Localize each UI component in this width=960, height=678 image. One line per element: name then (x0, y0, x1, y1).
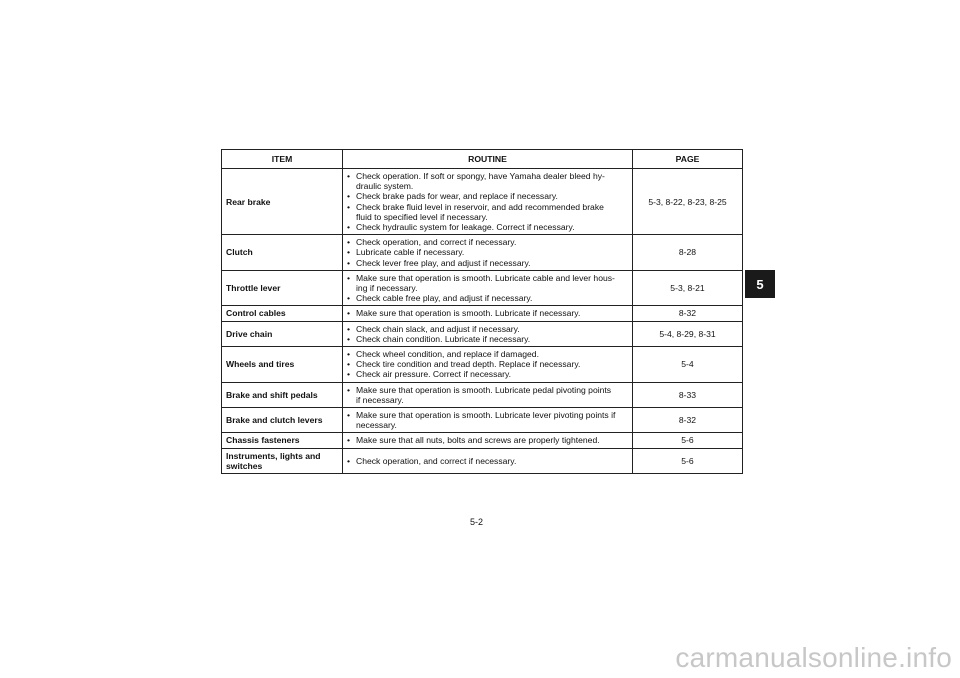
routine-text: Make sure that operation is smooth. Lubricate cable and lever hous- ing if necessary. (356, 272, 615, 294)
bullet-icon: • (347, 359, 351, 370)
table-row (222, 169, 743, 235)
table-header-row (222, 150, 743, 169)
routine-text: Check cable free play, and adjust if necessary. (356, 293, 533, 304)
table-row (222, 408, 743, 433)
header-routine: ROUTINE (343, 150, 633, 169)
bullet-icon: • (347, 257, 351, 268)
routine-list-item (347, 237, 628, 247)
bullet-icon: • (347, 410, 351, 421)
bullet-icon: • (347, 293, 351, 304)
table-row (222, 321, 743, 346)
item-cell: Throttle lever (222, 270, 343, 306)
item-cell: Wheels and tires (222, 347, 343, 383)
routine-text: Check operation. If soft or spongy, have Yamaha dealer bleed hy- draulic system. (356, 171, 605, 192)
item-cell: Chassis fasteners (222, 433, 343, 448)
routine-text: Check chain condition. Lubricate if necessary. (356, 333, 531, 344)
bullet-icon: • (347, 384, 351, 395)
table-row (222, 270, 743, 306)
table-row (222, 306, 743, 321)
routine-list-item (347, 293, 628, 303)
bullet-icon: • (347, 369, 351, 380)
routine-list (347, 273, 628, 304)
routine-text: Lubricate cable if necessary. (356, 247, 465, 258)
routine-list-item (347, 435, 628, 445)
watermark-text: carmanualsonline.info (675, 642, 952, 673)
routine-list-item (347, 324, 628, 334)
routine-list-item (347, 191, 628, 201)
header-item: ITEM (222, 150, 343, 169)
routine-cell (343, 306, 633, 321)
bullet-icon: • (347, 435, 351, 446)
routine-list (347, 385, 628, 405)
routine-list-item (347, 349, 628, 359)
routine-cell (343, 169, 633, 235)
routine-list (347, 410, 628, 430)
table-row (222, 448, 743, 473)
routine-text: Check brake pads for wear, and replace if necessary. (356, 191, 558, 202)
table-row (222, 347, 743, 383)
item-cell: Brake and shift pedals (222, 382, 343, 407)
page-ref-cell: 5-3, 8-22, 8-23, 8-25 (633, 169, 743, 235)
routine-list-item (347, 359, 628, 369)
routine-text: Check air pressure. Correct if necessary. (356, 369, 512, 380)
item-cell: Instruments, lights and switches (222, 448, 343, 473)
routine-list-item (347, 258, 628, 268)
routine-list-item (347, 247, 628, 257)
routine-list-item (347, 273, 628, 293)
routine-cell (343, 321, 633, 346)
routine-text: Check operation, and correct if necessary. (356, 455, 517, 466)
routine-text: Check wheel condition, and replace if damaged. (356, 349, 539, 360)
routine-text: Check lever free play, and adjust if necessary. (356, 257, 531, 268)
routine-list-item (347, 369, 628, 379)
item-cell: Brake and clutch levers (222, 408, 343, 433)
routine-list (347, 456, 628, 466)
bullet-icon: • (347, 222, 351, 233)
routine-text: Check brake fluid level in reservoir, and add recommended brake fluid to specified level if necessary. (356, 201, 604, 222)
item-cell: Drive chain (222, 321, 343, 346)
routine-list-item (347, 202, 628, 222)
routine-list-item (347, 456, 628, 466)
bullet-icon: • (347, 308, 351, 319)
routine-cell (343, 448, 633, 473)
routine-text: Check tire condition and tread depth. Replace if necessary. (356, 359, 581, 370)
routine-text: Make sure that operation is smooth. Lubricate pedal pivoting points if necessary. (356, 384, 612, 405)
routine-list (347, 237, 628, 268)
item-cell: Control cables (222, 306, 343, 321)
routine-list-item (347, 222, 628, 232)
routine-text: Make sure that all nuts, bolts and screws are properly tightened. (356, 435, 600, 446)
routine-text: Make sure that operation is smooth. Lubricate lever pivoting points if necessary. (356, 410, 616, 431)
routine-list-item (347, 385, 628, 405)
table-body (222, 169, 743, 474)
page-ref-cell: 8-32 (633, 408, 743, 433)
page-ref-cell: 8-33 (633, 382, 743, 407)
bullet-icon: • (347, 349, 351, 360)
chapter-tab: 5 (745, 270, 775, 298)
bullet-icon: • (347, 333, 351, 344)
routine-list-item (347, 334, 628, 344)
routine-list (347, 349, 628, 380)
table-row (222, 382, 743, 407)
bullet-icon: • (347, 171, 351, 181)
routine-cell (343, 382, 633, 407)
maintenance-checklist-table (221, 149, 743, 474)
table-row (222, 235, 743, 271)
page-ref-cell: 8-32 (633, 306, 743, 321)
table-row (222, 433, 743, 448)
page-ref-cell: 8-28 (633, 235, 743, 271)
page-ref-cell: 5-3, 8-21 (633, 270, 743, 306)
page-ref-cell: 5-6 (633, 448, 743, 473)
bullet-icon: • (347, 272, 351, 283)
routine-list (347, 435, 628, 445)
page-ref-cell: 5-4 (633, 347, 743, 383)
page-number: 5-2 (470, 517, 484, 527)
routine-list-item (347, 410, 628, 430)
item-cell: Rear brake (222, 169, 343, 235)
routine-text: Make sure that operation is smooth. Lubricate if necessary. (356, 308, 581, 319)
bullet-icon: • (347, 323, 351, 334)
routine-cell (343, 347, 633, 383)
bullet-icon: • (347, 201, 351, 212)
routine-text: Check hydraulic system for leakage. Correct if necessary. (356, 222, 575, 233)
routine-cell (343, 270, 633, 306)
routine-text: Check operation, and correct if necessary. (356, 237, 517, 248)
bullet-icon: • (347, 247, 351, 258)
routine-cell (343, 235, 633, 271)
routine-list-item (347, 171, 628, 191)
page-ref-cell: 5-4, 8-29, 8-31 (633, 321, 743, 346)
routine-list (347, 308, 628, 318)
routine-text: Check chain slack, and adjust if necessary. (356, 323, 520, 334)
bullet-icon: • (347, 191, 351, 202)
page-ref-cell: 5-6 (633, 433, 743, 448)
bullet-icon: • (347, 455, 351, 466)
item-cell: Clutch (222, 235, 343, 271)
routine-list-item (347, 308, 628, 318)
bullet-icon: • (347, 237, 351, 248)
routine-cell (343, 408, 633, 433)
routine-list (347, 171, 628, 232)
routine-cell (343, 433, 633, 448)
routine-list (347, 324, 628, 344)
header-page: PAGE (633, 150, 743, 169)
